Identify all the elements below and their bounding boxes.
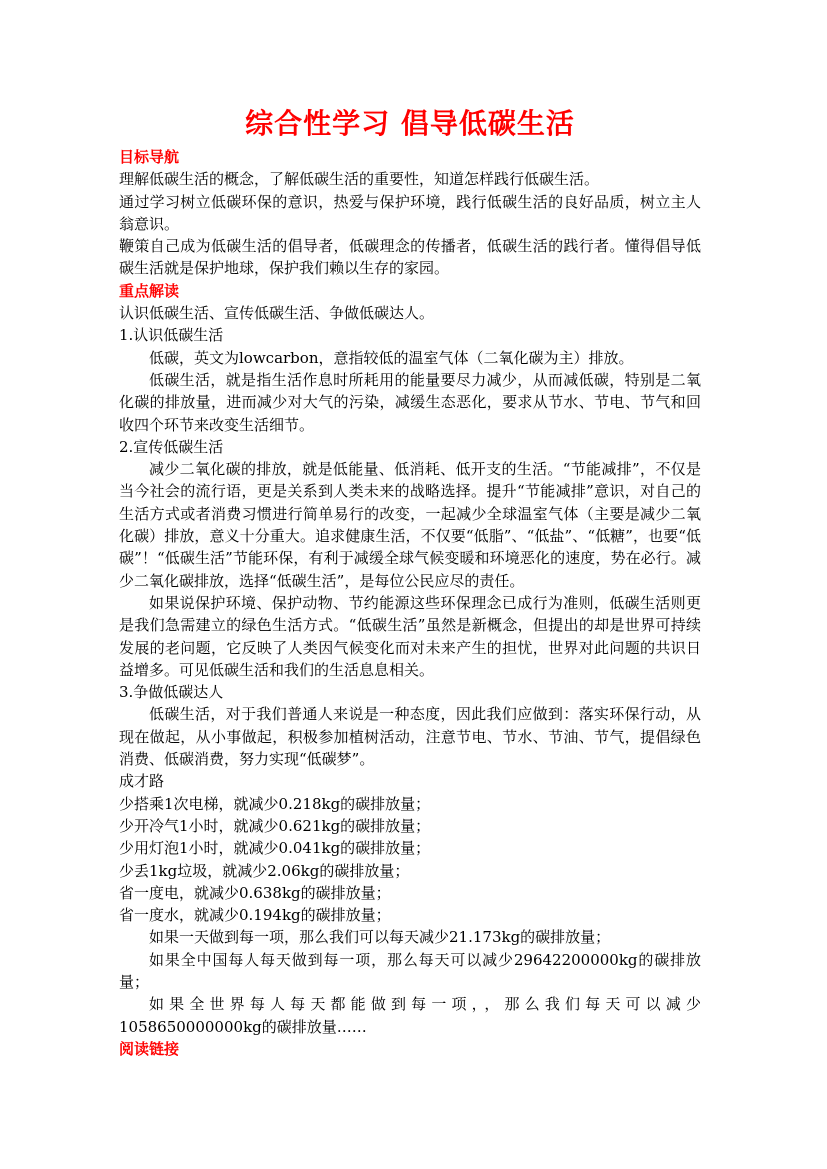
goal-paragraph: 通过学习树立低碳环保的意识，热爱与保护环境，践行低碳生活的良好品质，树立主人翁意识。 xyxy=(119,192,701,233)
section1-paragraph: 低碳生活，就是指生活作息时所耗用的能量要尽力减少，从而减低碳，特别是二氧化碳的排放量，进而减少对大气的污染，减缓生态恶化，要求从节水、节电、节气和回收四个环节来改变生活细节。 xyxy=(119,370,701,434)
path-heading: 成才路 xyxy=(119,772,165,791)
section3-heading: 3.争做低碳达人 xyxy=(119,683,224,702)
path-line: 省一度水，就减少0.194kg的碳排放量； xyxy=(119,906,391,925)
path-summary: 如果一天做到每一项，那么我们可以每天减少21.173kg的碳排放量； xyxy=(149,928,611,947)
path-line: 省一度电，就减少0.638kg的碳排放量； xyxy=(119,883,391,902)
section1-heading: 1.认识低碳生活 xyxy=(119,326,224,345)
focus-heading: 重点解读 xyxy=(119,281,180,300)
section1-paragraph: 低碳，英文为lowcarbon，意指较低的温室气体（二氧化碳为主）排放。 xyxy=(149,348,634,367)
section3-paragraph: 低碳生活，对于我们普通人来说是一种态度，因此我们应做到：落实环保行动，从现在做起，从小事做起，积极参加植树活动，注意节电、节水、节油、节气，提倡绿色消费、低碳消费，努力实现“低碳梦”。 xyxy=(119,705,701,769)
document-content xyxy=(119,104,701,1060)
focus-intro: 认识低碳生活、宣传低碳生活、争做低碳达人。 xyxy=(119,304,435,323)
path-line: 少搭乘1次电梯，就减少0.218kg的碳排放量； xyxy=(119,794,431,813)
goal-heading: 目标导航 xyxy=(119,148,180,166)
section2-paragraph: 如果说保护环境、保护动物、节约能源这些环保理念已成行为准则，低碳生活则更是我们急需建立的绿色生活方式。“低碳生活”虽然是新概念，但提出的却是世界可持续发展的老问题，它反映了人类因气候变化而对未来产生的担忧，世界对此问题的共识日益增多。可见低碳生活和我们的生活息息相关。 xyxy=(119,593,701,679)
page-title: 综合性学习 倡导低碳生活 xyxy=(245,107,575,140)
path-line: 少开冷气1小时，就减少0.621kg的碳排放量； xyxy=(119,816,431,835)
reading-heading: 阅读链接 xyxy=(119,1039,180,1058)
goal-paragraph: 理解低碳生活的概念，了解低碳生活的重要性，知道怎样践行低碳生活。 xyxy=(119,170,600,189)
section2-heading: 2.宣传低碳生活 xyxy=(119,437,224,456)
path-line: 少用灯泡1小时，就减少0.041kg的碳排放量； xyxy=(119,839,431,858)
goal-paragraph: 鞭策自己成为低碳生活的倡导者，低碳理念的传播者，低碳生活的践行者。懂得倡导低碳生活就是保护地球，保护我们赖以生存的家园。 xyxy=(119,237,701,278)
section2-paragraph: 减少二氧化碳的排放，就是低能量、低消耗、低开支的生活。“节能减排”，不仅是当今社会的流行语，更是关系到人类未来的战略选择。提升“节能减排”意识，对自己的生活方式或者消费习惯进行简单易行的改变，一起减少全球温室气体（主要是减少二氧化碳）排放，意义十分重大。追求健康生活，不仅要“低脂”、“低盐”、“低糖”，也要“低碳”！“低碳生活”节能环保，有利于减缓全球气候变暖和环境恶化的速度，势在必行。减少二氧化碳排放，选择“低碳生活”，是每位公民应尽的责任。 xyxy=(119,460,701,590)
path-summary: 如果全中国每人每天做到每一项，那么每天可以减少29642200000kg的碳排放量； xyxy=(119,950,701,991)
path-summary: 如果全世界每人每天都能做到每一项，，那么我们每天可以减少1058650000000kg的碳排放量…… xyxy=(119,995,701,1036)
path-line: 少丢1kg垃圾，就减少2.06kg的碳排放量； xyxy=(119,861,410,880)
